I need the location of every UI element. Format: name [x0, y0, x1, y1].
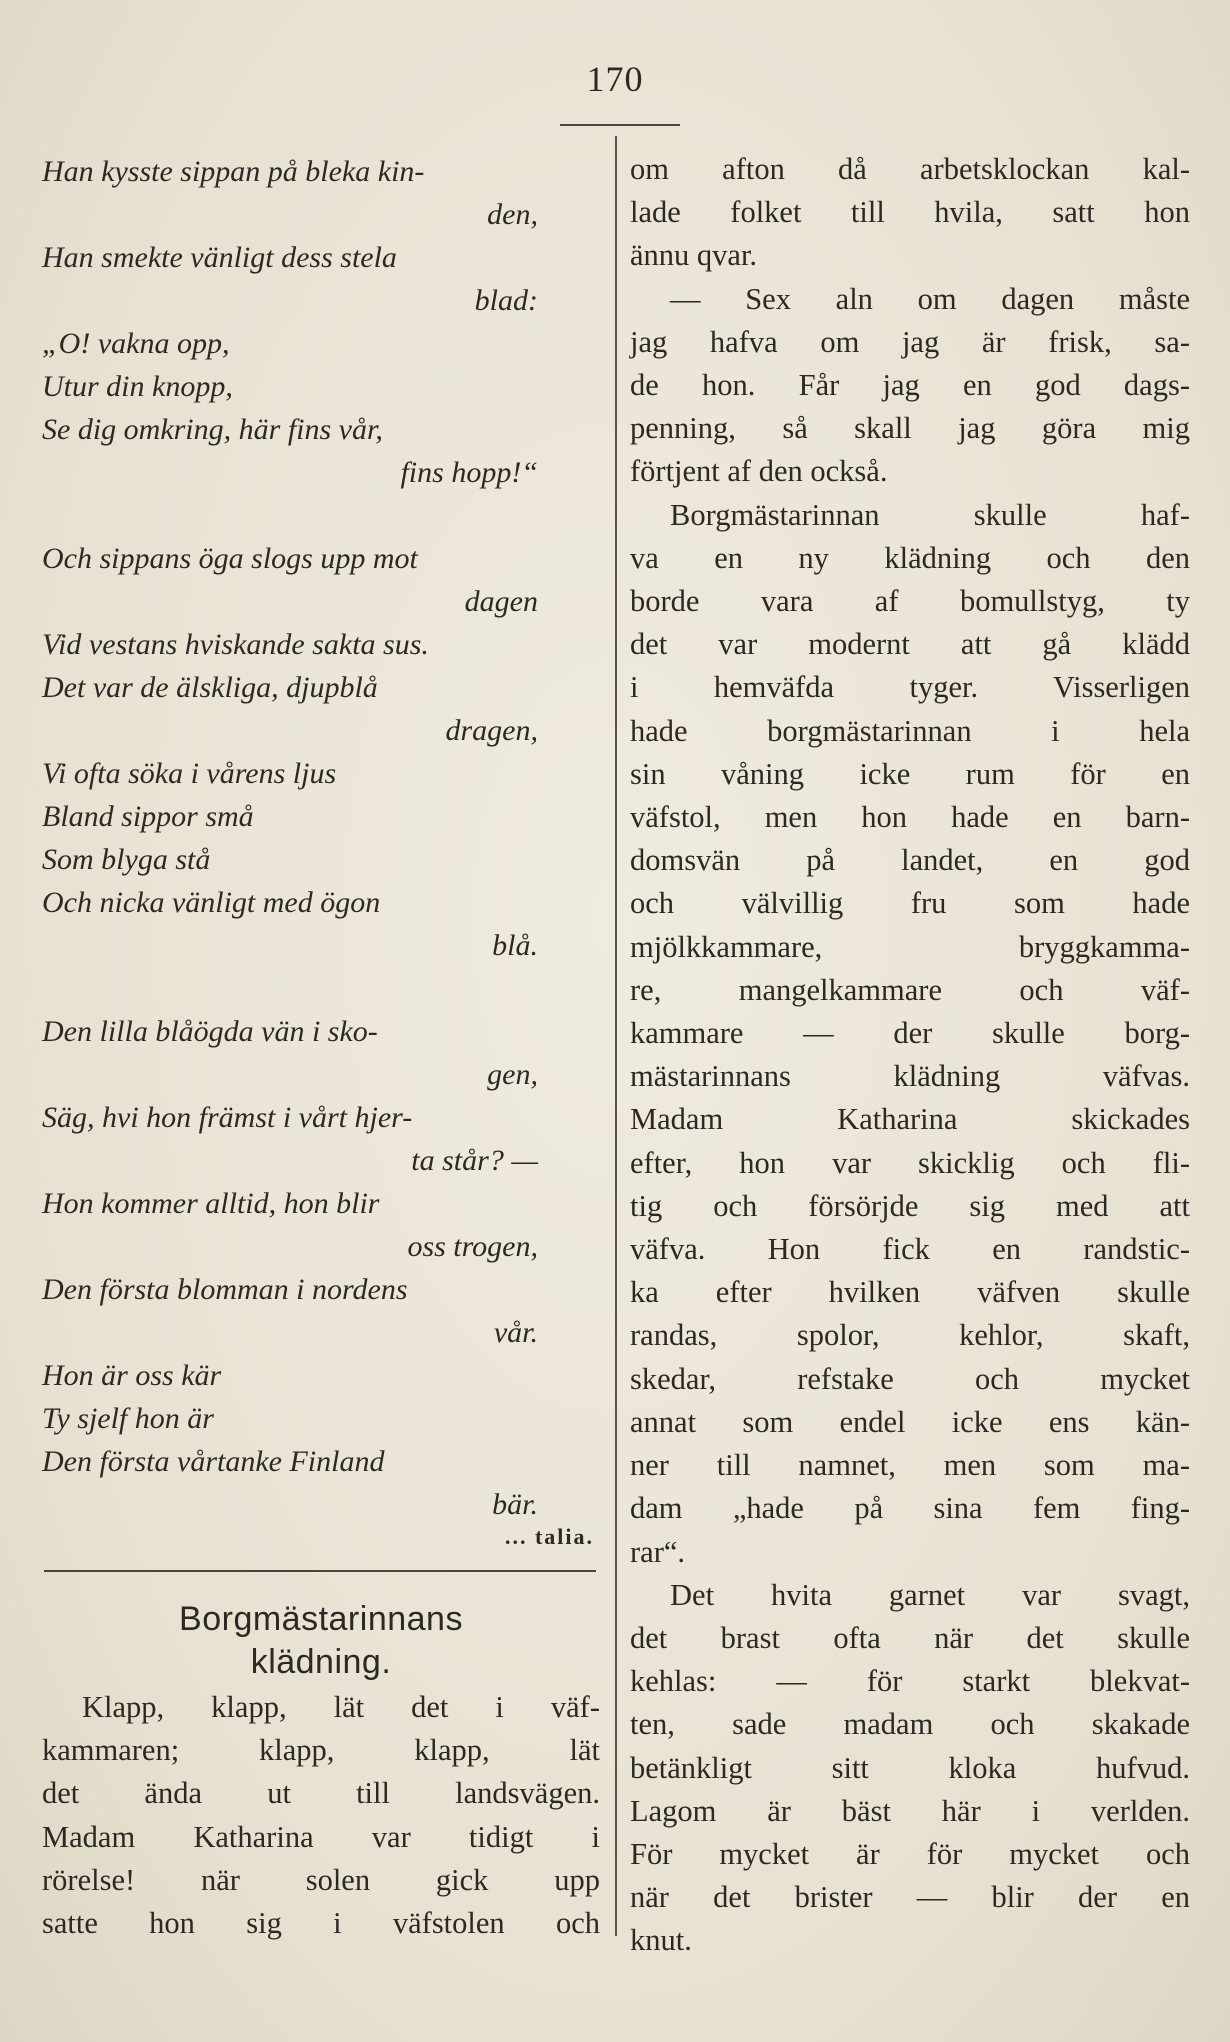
header-rule: [560, 124, 680, 126]
poem-line: Säg, hvi hon främst i vårt hjer-: [42, 1101, 413, 1134]
text-line: Madam Katharina skickades: [630, 1102, 1190, 1137]
text-line: förtjent af den också.: [630, 454, 888, 489]
poem-line: Han smekte vänligt dess stela: [42, 241, 397, 274]
page-number: 170: [586, 59, 644, 99]
poem-line: den,: [487, 198, 538, 231]
text-line: jag hafva om jag är frisk, sa-: [630, 324, 1190, 359]
text-line: ännu qvar.: [630, 238, 758, 273]
poem-line: Hon kommer alltid, hon blir: [42, 1187, 380, 1220]
text-line: hade borgmästarinnan i hela: [630, 713, 1190, 748]
stanza-gap: [42, 967, 600, 1010]
text-line: ten, sade madam och skakade: [630, 1707, 1190, 1742]
poem: [42, 150, 600, 1526]
text-line: domsvän på landet, en god: [630, 843, 1190, 878]
text-line: rörelse! när solen gick upp: [42, 1862, 600, 1897]
poem-line: oss trogen,: [407, 1230, 538, 1263]
text-line: sin våning icke rum för en: [630, 756, 1190, 791]
text-line: när det brister — blir der en: [630, 1880, 1190, 1915]
text-line: Klapp, klapp, lät det i väf-: [82, 1690, 600, 1724]
poem-stanza-3: [42, 1010, 600, 1526]
text-line: betänkligt sitt kloka hufvud.: [630, 1750, 1190, 1785]
column-divider: [615, 136, 617, 1936]
text-line: mjölkkammare, bryggkamma-: [630, 929, 1190, 964]
poem-line: Hon är oss kär: [42, 1359, 222, 1392]
text-line: ka efter hvilken väfven skulle: [630, 1275, 1190, 1310]
poem-line: Utur din knopp,: [42, 370, 233, 403]
article-paragraph: [630, 148, 1190, 278]
poem-stanza-1: [42, 150, 600, 494]
text-line: skedar, refstake och mycket: [630, 1361, 1190, 1396]
left-column: [42, 150, 600, 1945]
text-line: efter, hon var skicklig och fli-: [630, 1145, 1190, 1180]
article-title-line-2: klädning.: [250, 1643, 392, 1681]
poem-line: Och nicka vänligt med ögon: [42, 886, 381, 919]
poem-line: Ty sjelf hon är: [42, 1402, 214, 1435]
poem-line: „O! vakna opp,: [42, 327, 230, 360]
text-line: och välvillig fru som hade: [630, 886, 1190, 921]
poem-line: bär.: [492, 1488, 538, 1521]
text-line: Lagom är bäst här i verlden.: [630, 1793, 1190, 1828]
poem-line: Den första vårtanke Finland: [42, 1445, 385, 1478]
poem-line: dagen: [464, 585, 538, 618]
text-line: knut.: [630, 1923, 692, 1958]
poem-line: vår.: [493, 1316, 538, 1349]
text-line: randas, spolor, kehlor, skaft,: [630, 1318, 1190, 1353]
poem-line: Se dig omkring, här fins vår,: [42, 413, 383, 446]
poem-stanza-2: [42, 537, 600, 967]
poem-line: Som blyga stå: [42, 843, 211, 876]
article-title-line-1: Borgmästarinnans: [179, 1600, 463, 1638]
poem-line: fins hopp!“: [400, 456, 538, 489]
poem-line: Den första blomman i nordens: [42, 1273, 408, 1306]
text-line: För mycket är för mycket och: [630, 1836, 1190, 1871]
text-line: mästarinnans klädning väfvas.: [630, 1059, 1190, 1094]
poem-line: Det var de älskliga, djupblå: [42, 671, 378, 704]
text-line: det ända ut till landsvägen.: [42, 1776, 600, 1811]
text-line: ner till namnet, men som ma-: [630, 1448, 1190, 1483]
poem-line: Vid vestans hviskande sakta sus.: [42, 628, 429, 661]
text-line: det brast ofta när det skulle: [630, 1620, 1190, 1655]
text-line: penning, så skall jag göra mig: [630, 411, 1190, 446]
text-line: Det hvita garnet var svagt,: [670, 1577, 1190, 1612]
poem-line: Och sippans öga slogs upp mot: [42, 542, 418, 575]
text-line: det var modernt att gå klädd: [630, 627, 1190, 662]
article-text-left: [42, 1686, 600, 1945]
article-text-right: [630, 148, 1190, 1963]
text-line: re, mangelkammare och väf-: [630, 972, 1190, 1007]
text-line: borde vara af bomullstyg, ty: [630, 584, 1190, 619]
text-line: rar“.: [630, 1534, 686, 1569]
text-line: — Sex aln om dagen måste: [670, 281, 1190, 316]
poem-signature: ... talia.: [504, 1524, 594, 1549]
text-line: i hemväfda tyger. Visserligen: [630, 670, 1190, 705]
text-line: kammare — der skulle borg-: [630, 1016, 1190, 1051]
text-line: satte hon sig i väfstolen och: [42, 1906, 600, 1941]
text-line: om afton då arbetsklockan kal-: [630, 152, 1190, 186]
poem-line: Den lilla blåögda vän i sko-: [42, 1015, 378, 1048]
article-title: [42, 1598, 600, 1684]
text-line: väfstol, men hon hade en barn-: [630, 800, 1190, 835]
poem-line: ta står? —: [411, 1144, 538, 1177]
article-paragraph: [630, 494, 1190, 1574]
text-line: kehlas: — för starkt blekvat-: [630, 1664, 1190, 1699]
text-line: tig och försörjde sig med att: [630, 1188, 1190, 1223]
right-column: [630, 148, 1190, 1963]
text-line: annat som endel icke ens kän-: [630, 1404, 1190, 1439]
poem-line: Vi ofta söka i vårens ljus: [42, 757, 337, 790]
text-line: Borgmästarinnan skulle haf-: [670, 497, 1190, 532]
text-line: lade folket till hvila, satt hon: [630, 195, 1190, 230]
section-divider: [44, 1570, 596, 1572]
text-line: de hon. Får jag en god dags-: [630, 368, 1190, 403]
text-line: kammaren; klapp, klapp, lät: [42, 1733, 600, 1768]
article-paragraph: [630, 278, 1190, 494]
poem-line: blad:: [474, 284, 538, 317]
text-line: Madam Katharina var tidigt i: [42, 1819, 600, 1854]
poem-line: dragen,: [445, 714, 538, 747]
stanza-gap: [42, 494, 600, 537]
text-line: va en ny klädning och den: [630, 540, 1190, 575]
article-paragraph: [630, 1574, 1190, 1963]
text-line: väfva. Hon fick en randstic-: [630, 1232, 1190, 1267]
article-paragraph: [42, 1686, 600, 1945]
text-line: dam „hade på sina fem fing-: [630, 1491, 1190, 1526]
poem-line: blå.: [492, 929, 538, 962]
poem-line: Han kysste sippan på bleka kin-: [42, 155, 425, 188]
poem-line: gen,: [487, 1058, 538, 1091]
poem-line: Bland sippor små: [42, 800, 254, 833]
